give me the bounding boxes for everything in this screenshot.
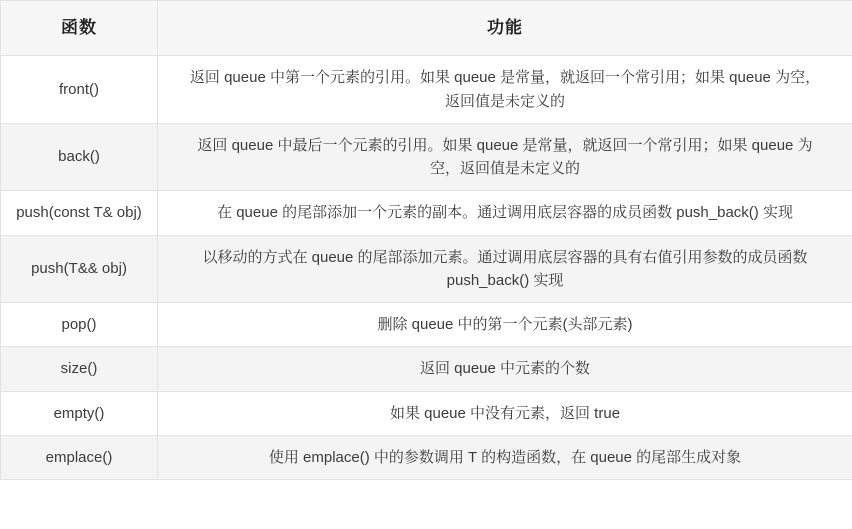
cell-function-name: emplace() [1, 435, 158, 479]
table-row [1, 347, 852, 391]
table-body [1, 56, 852, 480]
cell-function-name: push(const T& obj) [1, 191, 158, 235]
table-row [1, 435, 852, 479]
column-header-description: 功能 [158, 1, 852, 56]
cell-function-description: 删除 queue 中的第一个元素(头部元素) [158, 303, 852, 347]
cell-function-name: back() [1, 123, 158, 191]
cell-function-name: front() [1, 56, 158, 124]
cell-function-description: 返回 queue 中最后一个元素的引用。如果 queue 是常量，就返回一个常引用；如果 queue 为空，返回值是未定义的 [158, 123, 852, 191]
table-row [1, 191, 852, 235]
table-row [1, 123, 852, 191]
cell-function-description: 如果 queue 中没有元素，返回 true [158, 391, 852, 435]
cell-function-name: size() [1, 347, 158, 391]
cell-function-name: empty() [1, 391, 158, 435]
column-header-function: 函数 [1, 1, 158, 56]
table-row [1, 303, 852, 347]
cell-function-description: 使用 emplace() 中的参数调用 T 的构造函数，在 queue 的尾部生成对象 [158, 435, 852, 479]
table-row [1, 391, 852, 435]
cell-function-description: 返回 queue 中第一个元素的引用。如果 queue 是常量，就返回一个常引用；如果 queue 为空，返回值是未定义的 [158, 56, 852, 124]
cell-function-description: 返回 queue 中元素的个数 [158, 347, 852, 391]
cell-function-description: 在 queue 的尾部添加一个元素的副本。通过调用底层容器的成员函数 push_back() 实现 [158, 191, 852, 235]
cell-function-name: pop() [1, 303, 158, 347]
cell-function-name: push(T&& obj) [1, 235, 158, 303]
table-row [1, 235, 852, 303]
cell-function-description: 以移动的方式在 queue 的尾部添加元素。通过调用底层容器的具有右值引用参数的成员函数 push_back() 实现 [158, 235, 852, 303]
table-header [1, 1, 852, 56]
table-header-row [1, 1, 852, 56]
table-row [1, 56, 852, 124]
